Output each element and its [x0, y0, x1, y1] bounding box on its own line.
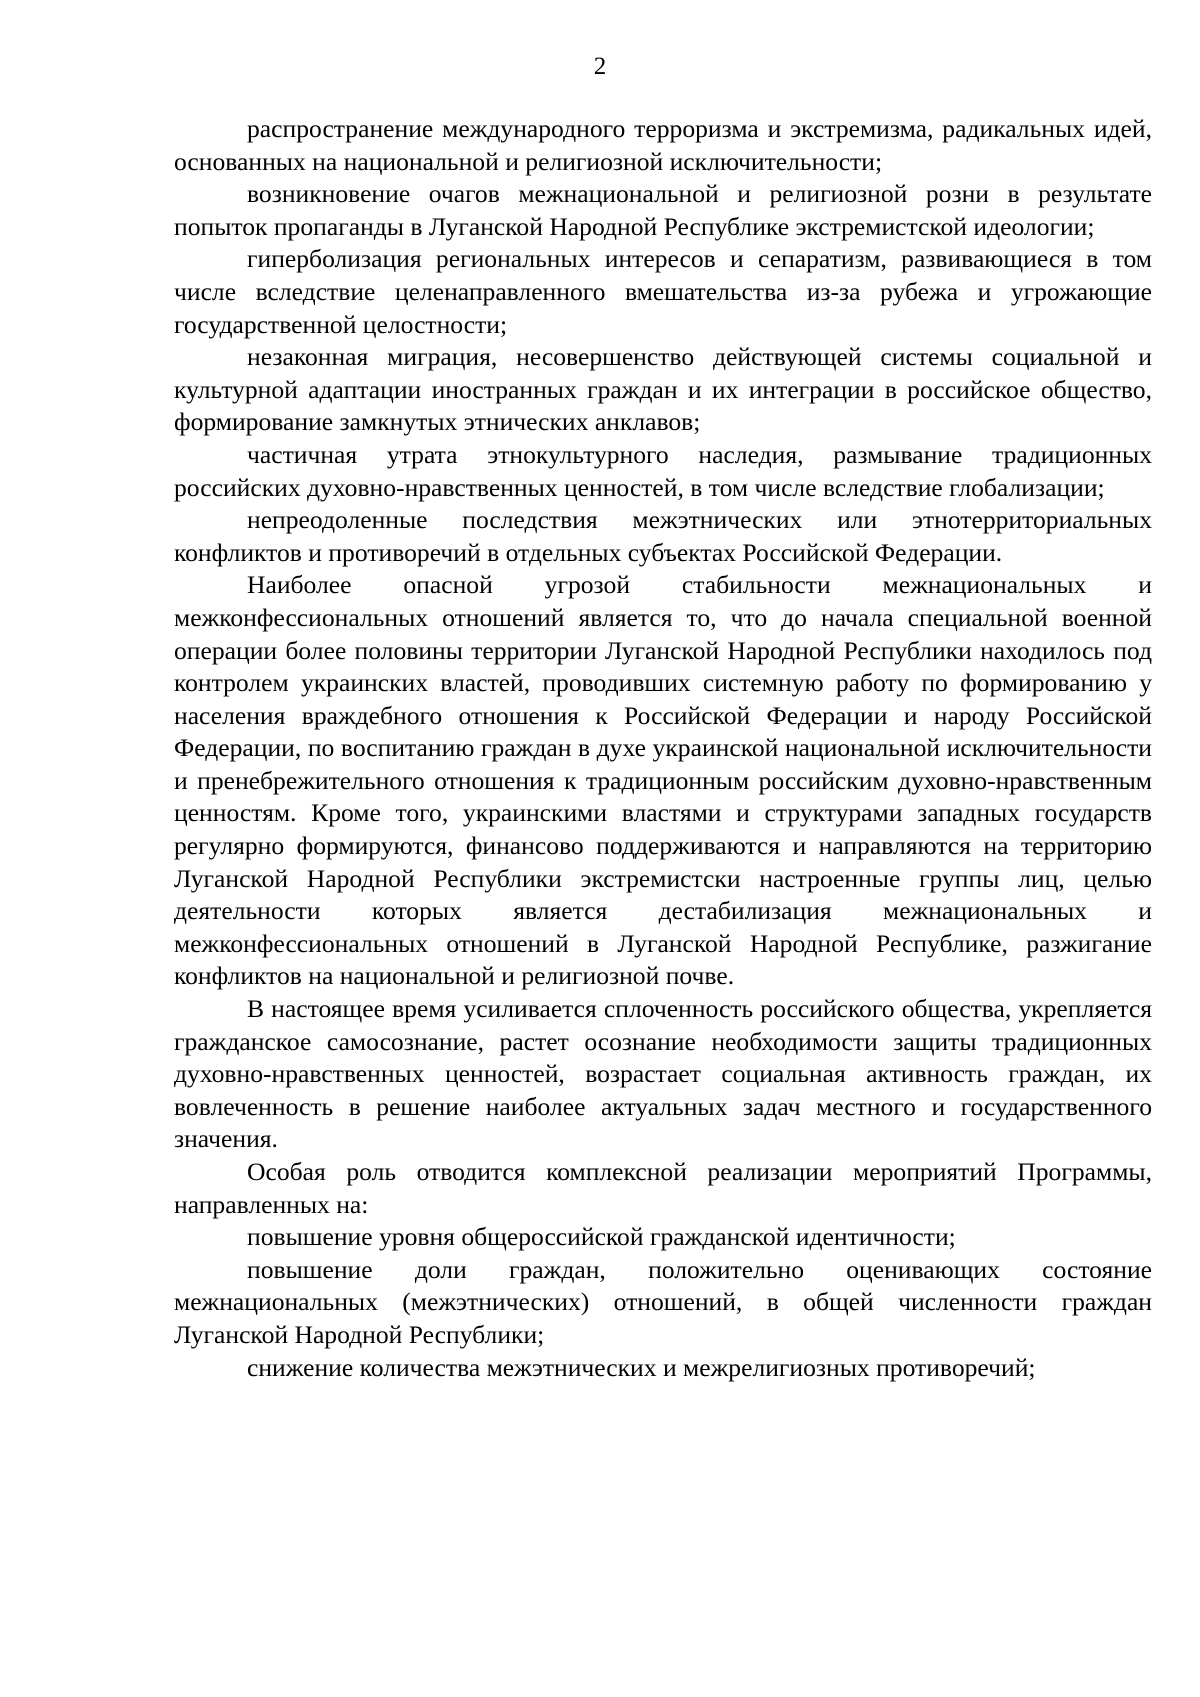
paragraph-terrorism-extremism: распространение международного терроризма и экстремизма, радикальных идей, основанных на национальной и религиозной исключительности; [174, 114, 1152, 176]
paragraph-cultural-heritage-loss: частичная утрата этнокультурного наследия, размывание традиционных российских духовно-нравственных ценностей, в том числе вследствие глобализации; [174, 439, 1152, 502]
page-number: 2 [593, 53, 607, 80]
paragraph-contradictions-reduction: снижение количества межэтнических и межрелигиозных противоречий; [247, 1352, 1036, 1382]
document-body [174, 113, 1152, 1384]
paragraph-civic-identity: повышение уровня общероссийской гражданской идентичности; [247, 1222, 956, 1252]
paragraph-unresolved-conflicts: непреодоленные последствия межэтнических или этнотерриториальных конфликтов и противоречий в отдельных субъектах Российской Федерации. [174, 505, 1152, 567]
paragraph-program-role: Особая роль отводится комплексной реализации мероприятий Программы, направленных на: [174, 1157, 1152, 1219]
paragraph-main-threat: Наиболее опасной угрозой стабильности межнациональных и межконфессиональных отношений является то, что до начала специальной военной операции более половины территории Луганской Народной Республики находилось под контролем украинских властей, проводивших системную работу по формированию у населения враждебного отношения к Российской Федерации и народу Российской Федерации, по воспитанию граждан в духе украинской национальной исключительности и пренебрежительного отношения к традиционным российским духовно-нравственным ценностям. Кроме того, украинскими властями и структурами западных государств регулярно формируются, финансово поддерживаются и направляются на территорию Луганской Народной Республики экстремистски настроенные группы лиц, целью деятельности которых является дестабилизация межнациональных и межконфессиональных отношений в Луганской Народной Республике, разжигание конфликтов на национальной и религиозной почве. [174, 570, 1152, 991]
paragraph-separatism: гиперболизация региональных интересов и сепаратизм, развивающиеся в том числе вследствие целенаправленного вмешательства из-за рубежа и угрожающие государственной целостности; [174, 244, 1152, 339]
paragraph-social-cohesion: В настоящее время усиливается сплоченность российского общества, укрепляется гражданское самосознание, растет осознание необходимости защиты традиционных духовно-нравственных ценностей, возрастает социальная активность граждан, их вовлеченность в решение наиболее актуальных задач местного и государственного значения. [174, 994, 1152, 1154]
paragraph-illegal-migration: незаконная миграция, несовершенство действующей системы социальной и культурной адаптации иностранных граждан и их интеграции в российское общество, формирование замкнутых этнических анклавов; [174, 342, 1152, 437]
paragraph-positive-assessment: повышение доли граждан, положительно оценивающих состояние межнациональных (межэтнических) отношений, в общей численности граждан Луганской Народной Республики; [174, 1254, 1152, 1349]
paragraph-ethnic-religious-strife: возникновение очагов межнациональной и религиозной розни в результате попыток пропаганды в Луганской Народной Республике экстремистской идеологии; [174, 179, 1152, 241]
